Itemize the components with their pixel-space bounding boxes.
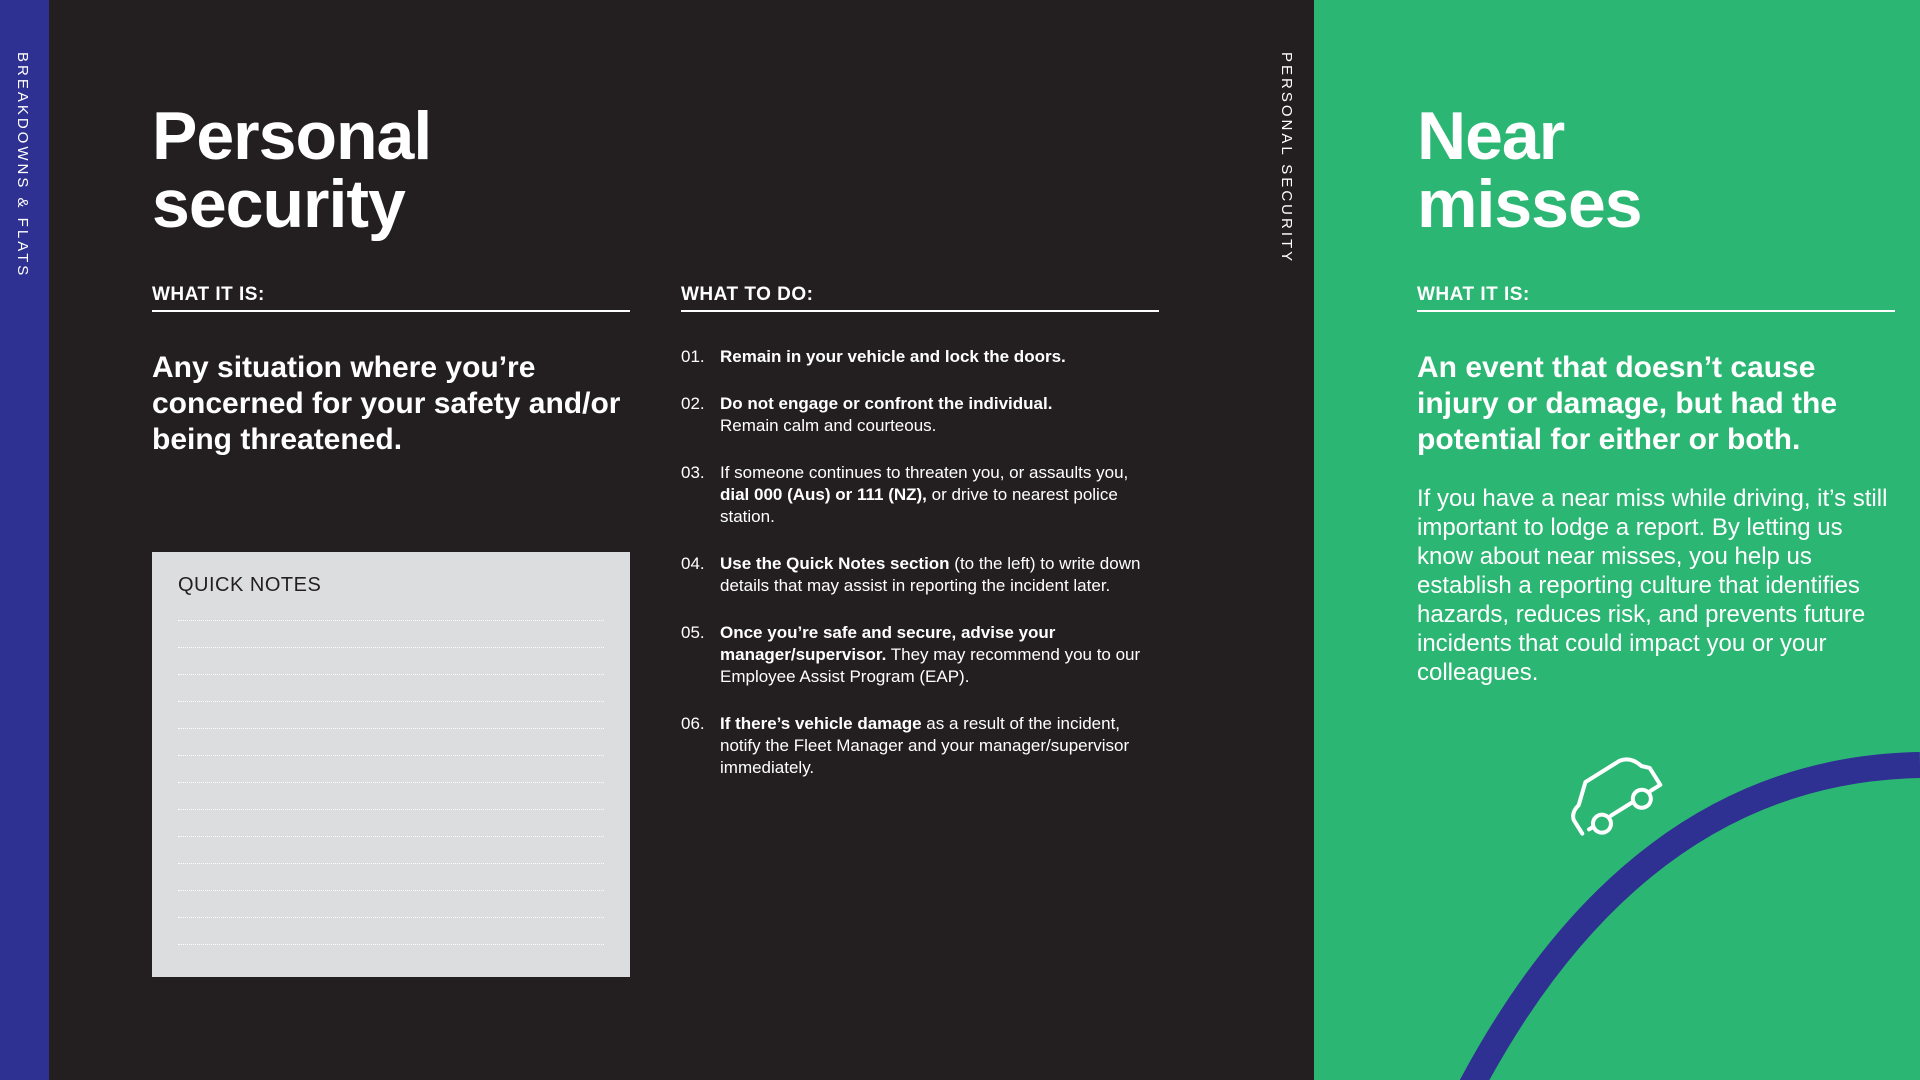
step-bold-text: Once you’re safe and secure, advise your manager/supervisor. [720,623,1056,664]
step-item [681,462,1141,528]
page-title-personal-security [152,98,432,242]
car-skid-icon [1560,749,1666,843]
notes-line [178,836,604,837]
step-number: 04. [681,554,705,573]
what-it-is-label: WHAT IT IS: [152,284,630,312]
quick-notes-label: QUICK NOTES [178,574,322,596]
step-item [681,553,1141,597]
step-text: or drive to nearest police station. [720,485,1118,526]
step-bold-text: If there’s vehicle damage [720,714,922,733]
step-text: They may recommend you to our Employee Assist Program (EAP). [720,645,1141,686]
step-number: 01. [681,347,705,366]
step-bold-text: dial 000 (Aus) or 111 (NZ), [720,485,927,504]
step-bold-text: Remain in your vehicle and lock the doors. [720,347,1066,366]
side-strip [0,0,49,1080]
notes-line [178,944,604,945]
what-it-is-text: Any situation where you’re concerned for your safety and/or being threatened. [152,351,621,456]
step-number: 03. [681,463,705,482]
step-text: as a result of the incident, notify the Fleet Manager and your manager/supervisor immediately. [720,714,1130,777]
step-number: 06. [681,714,705,733]
notes-line [178,701,604,702]
notes-line [178,890,604,891]
near-misses-what-it-is-label: WHAT IT IS: [1417,284,1895,312]
step-text: Remain calm and courteous. [720,416,937,435]
what-to-do-label: WHAT TO DO: [681,284,1159,312]
page-title-near-misses [1417,98,1642,242]
notes-line [178,782,604,783]
notes-line [178,809,604,810]
notes-line [178,863,604,864]
step-bold-text: Use the Quick Notes section [720,554,950,573]
step-text: If someone continues to threaten you, or assaults you, [720,463,1129,482]
step-item [681,393,1141,437]
quick-notes-box[interactable] [152,552,630,977]
step-text: (to the left) to write down details that may assist in reporting the incident later. [720,554,1141,595]
step-item [681,346,1141,368]
title-line-1: Personal [152,98,432,174]
step-number: 02. [681,394,705,413]
title-line-2: misses [1417,166,1642,242]
notes-line [178,728,604,729]
notes-line [178,620,604,621]
notes-line [178,674,604,675]
notes-line [178,755,604,756]
notes-line [178,917,604,918]
near-misses-body: If you have a near miss while driving, it’s still important to lodge a report. By letting us know about near misses, you help us establish a reporting culture that identifies hazards, reduces risk, and prevents future incidents that could impact you or your colleagues. [1417,485,1888,686]
step-item [681,713,1141,779]
side-tab-breakdowns: BREAKDOWNS & FLATS [14,52,31,279]
step-bold-text: Do not engage or confront the individual. [720,394,1053,413]
step-number: 05. [681,623,705,642]
step-item [681,622,1141,688]
title-line-1: Near [1417,98,1565,174]
title-line-2: security [152,166,405,242]
near-misses-lead: An event that doesn’t cause injury or damage, but had the potential for either or both. [1417,351,1838,456]
what-to-do-list [681,346,1141,804]
notes-line [178,647,604,648]
side-tab-personal-security: PERSONAL SECURITY [1278,52,1295,265]
